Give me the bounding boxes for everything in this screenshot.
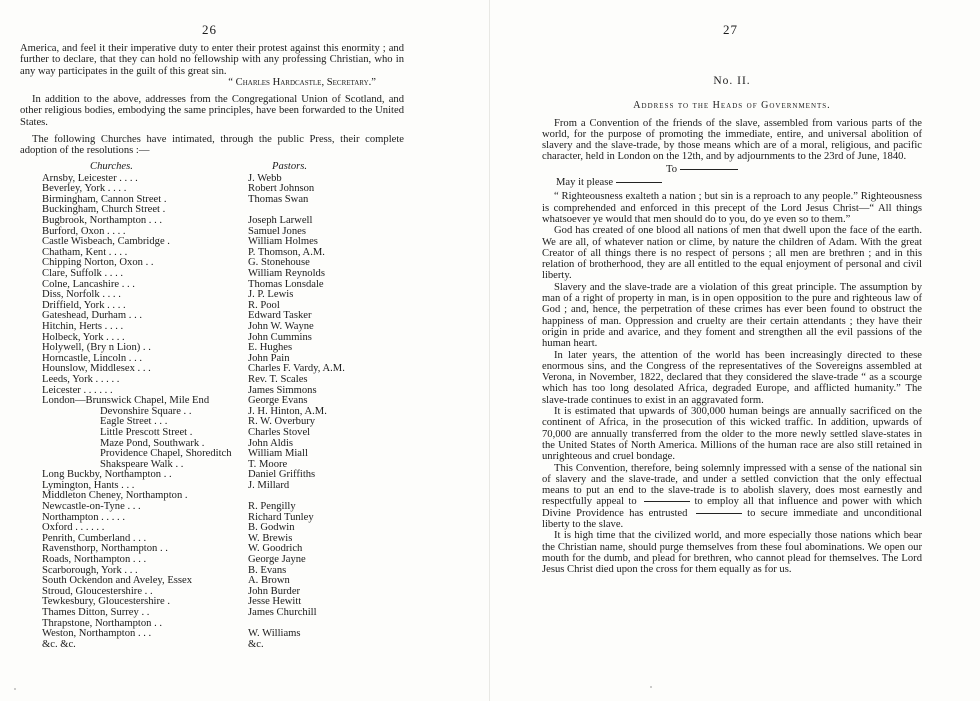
pastor-name: John W. Wayne [248,320,314,332]
pastor-name: Daniel Griffiths [248,469,316,481]
third-paragraph: The following Churches have intimated, through the public Press, their complete adoption of the resolutions :— [20,134,404,157]
column-headings [20,161,404,173]
pastor-name: John Burder [248,585,301,597]
table-row [42,322,345,333]
pastor-name: E. Hughes [248,342,293,354]
pastor-name: James Churchill [248,607,317,619]
left-page-text [20,43,404,650]
church-name: Ravensthorp, Northampton . . [42,543,168,555]
may-it-please-line [542,177,922,188]
church-name: Newcastle-on-Tyne . . . [42,501,141,513]
appeal-part-1: This Convention, therefore, being solemnly impressed with a sense of the national sin of slavery and the slave-trade, and under a settled conviction that the only effectual means to put an end to the slave-trade is to abolish slavery, does most earnestly and respectfully appeal to [542,462,922,508]
pastor-name: J. Webb [248,172,282,184]
pastor-name: W. Williams [248,628,301,640]
pastor-name: Richard Tunley [248,511,314,523]
convention-appeal [542,463,922,531]
section-heading: Address to the Heads of Governments. [633,100,831,112]
church-name: South Ockendon and Aveley, Essex [42,575,193,587]
church-name: Burford, Oxon . . . . [42,225,126,237]
blank-line [616,182,662,183]
church-name: Bugbrook, Northampton . . . [42,215,163,227]
convention-intro: From a Convention of the friends of the slave, assembled from various parts of the world, for the purpose of promoting the immediate, entire, and universal abolition of slavery and the slave-trade, by those means which are of a moral, religious, and pacific character, held in London on the 12th, and by adjournments to the 23rd of June, 1840. [542,117,922,163]
pastor-name: R. Pool [248,299,280,311]
church-name: Providence Chapel, Shoreditch [100,448,232,460]
pastor-name: Rev. T. Scales [248,373,308,385]
table-row [42,640,345,651]
church-name: Shakspeare Walk . . [100,458,184,470]
church-name: Gateshead, Durham . . . [42,310,143,322]
pastor-name: Thomas Swan [248,193,309,205]
table-row [42,629,345,640]
pastor-name: G. Stonehouse [248,257,310,269]
paragraph-4: In later years, the attention of the world has been increasingly directed to these enormous sins, and the Congress of the representatives of the Sovereigns assembled at Verona, in November, 1822, declared that they considered the slave-trade “ as a scourge which has too long desolated Africa, degraded Europe, and afflicted humanity.” The slave-trade continues to exist in an aggravated form. [542,349,922,406]
church-name: Middleton Cheney, Northampton . [42,490,188,502]
church-name: Arnsby, Leicester . . . . [42,172,138,184]
church-name: London—Brunswick Chapel, Mile End [42,395,210,407]
right-page-text [542,74,922,575]
table-row [42,428,345,439]
church-name: Chipping Norton, Oxon . . [42,257,154,269]
churches-table [42,174,345,651]
pastor-name: James Simmons [248,384,317,396]
blank-line [680,169,738,170]
church-name: Diss, Norfolk . . . . [42,289,121,301]
church-name: Hounslow, Middlesex . . . [42,363,151,375]
pastor-name: A. Brown [248,575,290,587]
church-name: Horncastle, Lincoln . . . [42,352,143,364]
church-name: Eagle Street . . . [100,416,168,428]
church-name: Thrapstone, Northampton . . [42,617,163,629]
pastor-name: Samuel Jones [248,225,306,237]
church-name: Colne, Lancashire . . . [42,278,135,290]
intro-paragraph: America, and feel it their imperative duty to enter their protest against this enormity ; and further to declare, that they can hold no fellowship with any professing Christian, who in any way participates in the guilt of this great sin. [20,43,404,77]
blank-line [696,513,742,514]
church-name: Lymington, Hants . . . [42,479,135,491]
pastor-name: John Aldis [248,437,294,449]
table-row [42,449,345,460]
pastor-name: Jesse Hewitt [248,596,302,608]
church-name: Driffield, York . . . . [42,299,126,311]
pastor-name: Charles F. Vardy, A.M. [248,363,345,375]
pastor-name: William Reynolds [248,268,325,280]
page-number: 26 [202,22,217,37]
church-name: Tewkesbury, Gloucestershire . [42,596,171,608]
church-name: Devonshire Square . . [100,405,192,417]
pastor-name: W. Brewis [248,532,293,544]
final-paragraph: It is high time that the civilized world, and more especially those nations which bear the Christian name, should purge themselves from these foul abominations. We open our mouth for the dumb, and plead for brethren, who cannot plead for themselves. The Lord Jesus Christ died upon the cross for them equally as for us. [542,530,922,576]
church-name: Castle Wisbeach, Cambridge . [42,236,170,248]
pastors-heading: Pastors. [272,160,308,172]
paragraph-2: God has created of one blood all nations of men that dwell upon the face of the earth. We are all, of whatever nation or clime, by nature the children of Adam. With the great Creator of all things there is no respect of persons ; all men are brethren ; and in this relation of brotherhood, they are all entitled to the equal enjoyment of personal and civil liberty. [542,225,922,282]
pastor-name: J. H. Hinton, A.M. [248,405,327,417]
church-name: Long Buckby, Northampton . . [42,469,172,481]
pastor-name: William Holmes [248,236,318,248]
pastor-name: J. P. Lewis [248,289,294,301]
church-name: Leicester . . . . . . [42,384,113,396]
church-name: Hitchin, Herts . . . . [42,320,124,332]
blank-line [644,501,690,502]
church-name: Oxford . . . . . . [42,522,105,534]
church-name: Beverley, York . . . . [42,183,127,195]
church-name: Maze Pond, Southwark . [100,437,205,449]
pastor-name: W. Goodrich [248,543,303,555]
church-name: Thames Ditton, Surrey . . [42,607,150,619]
church-name: Stroud, Gloucestershire . . [42,585,153,597]
paragraph-5: It is estimated that upwards of 300,000 human beings are annually sacrificed on the continent of Africa, in the prosecution of this wicked traffic. In addition, upwards of 70,000 are annually transferred from the older to the more newly settled slave-states in the United States of North America. Millions of the human race are also still retained in unrighteous and cruel bondage. [542,406,922,463]
page-number: 27 [723,22,738,37]
pastor-name: Charles Stovel [248,426,311,438]
pastor-name: Joseph Larwell [248,215,313,227]
church-name: Roads, Northampton . . . [42,554,147,566]
page-speck [14,688,16,690]
church-name: Holbeck, York . . . . [42,331,125,343]
pastor-name: R. W. Overbury [248,416,316,428]
to-label: To [666,163,678,175]
pastor-name: John Cummins [248,331,312,343]
church-name: Northampton . . . . . [42,511,125,523]
pastor-name: B. Evans [248,564,287,576]
church-name: Little Prescott Street . [100,426,193,438]
pastor-name: &c. [248,638,264,650]
pastor-name: R. Pengilly [248,501,296,513]
churches-heading: Churches. [90,160,133,172]
pastor-name: Thomas Lonsdale [248,278,324,290]
church-name: Buckingham, Church Street . [42,204,166,216]
pastor-name: B. Godwin [248,522,295,534]
church-name: Weston, Northampton . . . [42,628,152,640]
second-paragraph: In addition to the above, addresses from the Congregational Union of Scotland, and other religious bodies, embodying the same principles, have been forwarded to the United States. [20,94,404,128]
paragraph-1: “ Righteousness exalteth a nation ; but sin is a reproach to any people.” Righteousness is comprehended and enforced in this precept of the Lord Jesus Christ—“ All things whatsoever ye would that men should do to you, do ye even so to them.” [542,191,922,225]
to-line [542,164,922,175]
church-name: Birmingham, Cannon Street . [42,193,167,205]
section-numeral: No. II. [713,75,751,87]
pastor-name: T. Moore [248,458,288,470]
church-name: Holywell, (Bry n Lion) . . [42,342,151,354]
pastor-name: George Jayne [248,554,306,566]
church-name: Scarborough, York . . . [42,564,138,576]
pastor-name: J. Millard [248,479,290,491]
church-name: Chatham, Kent . . . . [42,246,128,258]
right-page [490,0,980,701]
page-speck [650,686,652,688]
paragraph-3: Slavery and the slave-trade are a violation of this great principle. The assumption by man of a right of property in man, is in open opposition to the pure and righteous law of God ; and, hence, the perpetration of these crimes has ever been found to obstruct the happiness of man. Oppression and cruelty are their certain attendants ; they have their origin in pride and avarice, and they foment and strengthen all the evil passions of the human heart. [542,281,922,350]
appeal-part-3: to secure immediate and unconditional liberty to the slave. [542,507,923,530]
table-row [42,375,345,386]
church-name: Leeds, York . . . . . [42,373,120,385]
pastor-name: George Evans [248,395,308,407]
may-label: May it please [556,177,614,189]
secretary-signature: “ Charles Hardcastle, Secretary.” [228,76,376,88]
pastor-name: P. Thomson, A.M. [248,246,325,258]
pastor-name: Edward Tasker [248,310,312,322]
pastor-name: William Miall [248,448,308,460]
pastor-name: Robert Johnson [248,183,315,195]
church-name: Clare, Suffolk . . . . [42,268,124,280]
church-name: Penrith, Cumberland . . . [42,532,147,544]
pastor-name: John Pain [248,352,290,364]
appeal-part-2: to employ all that influence and power with which Divine Providence has entrusted [542,496,922,519]
church-name: &c. &c. [42,638,76,650]
